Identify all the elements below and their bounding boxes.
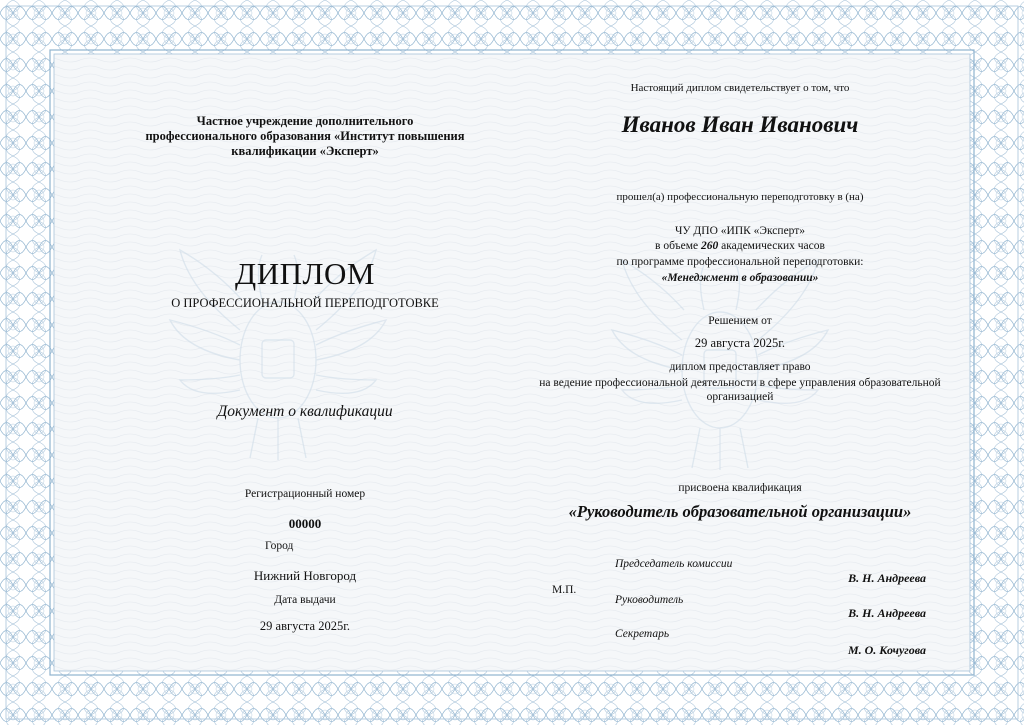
signature-name-head: В. Н. Андреева [848,606,926,620]
holder-name: Иванов Иван Иванович [621,112,859,137]
right-description [520,376,960,404]
program-name: «Менеджмент в образовании» [661,272,819,284]
qualification-name: «Руководитель образовательной организации» [568,502,912,521]
right-label: диплом предоставляет право [669,361,811,373]
signature-role-head: Руководитель [615,594,684,606]
organization-name [60,114,550,159]
organization-line: квалификации «Эксперт» [231,144,379,158]
volume-prefix: в объеме [655,240,699,252]
qualification-label: присвоена квалификация [678,482,802,494]
city-value: Нижний Новгород [253,568,357,583]
organization-line: Частное учреждение дополнительного [196,114,414,128]
completed-text: прошел(а) профессиональную переподготовку в (на) [616,191,864,203]
certifies-text: Настоящий диплом свидетельствует о том, что [630,82,850,94]
right-description-line: на ведение профессиональной деятельности в сфере управления образовательной [539,377,941,389]
organization-line: профессионального образования «Институт повышения [145,129,465,143]
registration-label: Регистрационный номер [244,488,366,500]
issue-date-label: Дата выдачи [274,594,336,606]
signature-name-secretary: М. О. Кочугова [847,643,926,657]
program-label: по программе профессиональной переподготовки: [616,256,864,268]
diploma-subtitle: О ПРОФЕССИОНАЛЬНОЙ ПЕРЕПОДГОТОВКЕ [171,296,439,310]
diploma-title: ДИПЛОМ [235,256,375,291]
city-label: Город [265,540,294,552]
volume-hours: 260 [700,240,719,252]
registration-number: 00000 [288,516,322,531]
decision-label: Решением от [708,315,772,327]
institution-short-name: ЧУ ДПО «ИПК «Эксперт» [674,225,806,237]
signature-role-chair: Председатель комиссии [615,558,733,570]
decision-date: 29 августа 2025г. [694,336,786,350]
volume-suffix: академических часов [721,240,825,252]
document-type: Документ о квалификации [217,403,393,420]
program-volume [520,240,960,252]
stamp-label: М.П. [552,584,577,596]
signature-role-secretary: Секретарь [615,628,670,640]
issue-date-value: 29 августа 2025г. [259,619,351,633]
right-description-line: организацией [706,391,774,403]
signature-name-chair: В. Н. Андреева [848,571,926,585]
